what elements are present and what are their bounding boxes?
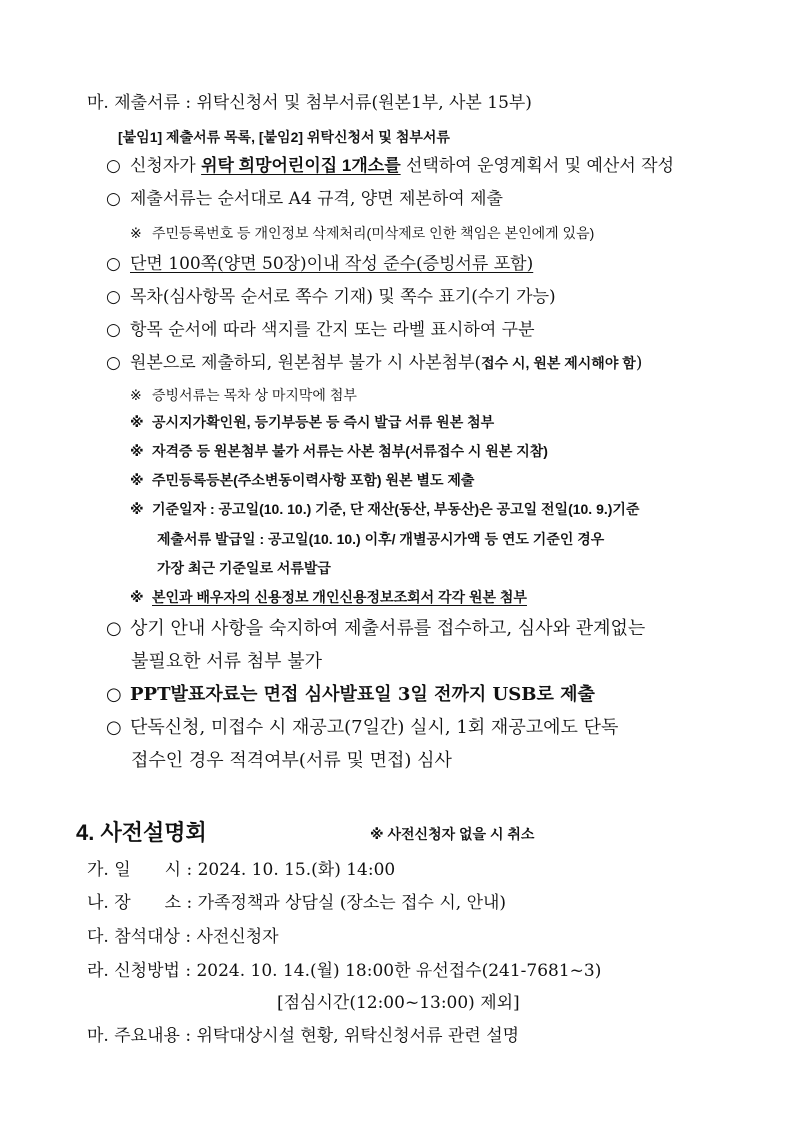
emphasis-present-original: 접수 시, 원본 제시해야 함 [481,355,636,371]
note-credit-report: ※ 본인과 배우자의 신용정보 개인신용정보조회서 각각 원본 첨부 [130,586,527,608]
circle-bullet-icon: ○ [106,156,121,176]
briefing-location: 나. 장 소 : 가족정책과 상담실 (장소는 접수 시, 안내) [87,893,507,913]
note-personal-info: ※ 주민등록번호 등 개인정보 삭제처리(미삭제로 인한 책임은 본인에게 있음) [130,222,594,244]
note-resident-registration: ※ 주민등록등본(주소변동이력사항 포함) 원본 별도 제출 [130,469,474,491]
bullet-no-unrelated-docs-line2: 불필요한 서류 첨부 불가 [131,651,323,672]
briefing-datetime: 가. 일 시 : 2024. 10. 15.(화) 14:00 [87,860,396,880]
reference-mark-icon: ※ [130,225,142,241]
briefing-application-method: 라. 신청방법 : 2024. 10. 14.(월) 18:00한 유선접수(241-7681~3) [87,961,602,981]
submission-documents-title: 마. 제출서류 : 위탁신청서 및 첨부서류(원본1부, 사본 15부) [87,93,532,113]
briefing-attendees: 다. 참석대상 : 사전신청자 [87,927,279,947]
bullet-a4-binding: ○ 제출서류는 순서대로 A4 규격, 양면 제본하여 제출 [106,189,503,209]
bullet-re-announcement: ○ 단독신청, 미접수 시 재공고(7일간) 실시, 1회 재공고에도 단독 [106,717,619,738]
reference-mark-icon: ※ [130,472,144,488]
note-reference-date-line3: 가장 최근 기준일로 서류발급 [157,560,331,576]
bullet-re-announcement-line2: 접수인 경우 적격여부(서류 및 면접) 심사 [131,750,452,771]
note-reference-date-line2: 제출서류 발급일 : 공고일(10. 10.) 이후/ 개별공시가액 등 연도 기준인 경우 [157,531,605,547]
briefing-cancel-note: ※ 사전신청자 없을 시 취소 [370,826,535,842]
bullet-table-of-contents: ○ 목차(심사항목 순서로 쪽수 기재) 및 쪽수 표기(수기 가능) [106,287,556,307]
emphasis-one-facility: 위탁 희망어린이집 1개소를 [201,156,401,175]
circle-bullet-icon: ○ [106,189,121,209]
briefing-main-content: 마. 주요내용 : 위탁대상시설 현황, 위탁신청서류 관련 설명 [87,1026,520,1046]
bullet-color-divider: ○ 항목 순서에 따라 색지를 간지 또는 라벨 표시하여 구분 [106,320,535,340]
bullet-no-unrelated-docs: ○ 상기 안내 사항을 숙지하여 제출서류를 접수하고, 심사와 관계없는 [106,618,646,639]
bullet-original-submission: ○ 원본으로 제출하되, 원본첨부 불가 시 사본첨부(접수 시, 원본 제시해야 함) [106,353,643,373]
circle-bullet-icon: ○ [106,717,122,738]
circle-bullet-icon: ○ [106,254,121,274]
bullet-select-facility: ○ 신청자가 위탁 희망어린이집 1개소를 선택하여 운영계획서 및 예산서 작성 [106,156,674,176]
reference-mark-icon: ※ [130,589,144,605]
note-certificate-copy: ※ 자격증 등 원본첨부 불가 서류는 사본 첨부(서류접수 시 원본 지참) [130,440,548,462]
circle-bullet-icon: ○ [106,353,121,373]
reference-mark-icon: ※ [130,414,144,430]
circle-bullet-icon: ○ [106,684,122,705]
circle-bullet-icon: ○ [106,287,121,307]
bullet-ppt-submission: ○ PPT발표자료는 면접 심사발표일 3일 전까지 USB로 제출 [106,684,595,705]
bullet-page-limit: ○ 단면 100쪽(양면 50장)이내 작성 준수(증빙서류 포함) [106,254,534,274]
briefing-lunch-exclusion: [점심시간(12:00~13:00) 제외] [277,993,520,1013]
note-land-price-original: ※ 공시지가확인원, 등기부등본 등 즉시 발급 서류 원본 첨부 [130,411,494,433]
circle-bullet-icon: ○ [106,320,121,340]
attachment-note: [붙임1] 제출서류 목록, [붙임2] 위탁신청서 및 첨부서류 [118,129,450,145]
reference-mark-icon: ※ [130,501,144,517]
note-reference-date: ※ 기준일자 : 공고일(10. 10.) 기준, 단 재산(동산, 부동산)은 공고일 전일(10. 9.)기준 [130,498,639,520]
reference-mark-icon: ※ [130,443,144,459]
note-evidence-last: ※ 증빙서류는 목차 상 마지막에 첨부 [130,384,357,406]
reference-mark-icon: ※ [130,387,142,403]
circle-bullet-icon: ○ [106,618,122,639]
section-heading-briefing: 4. 사전설명회 [76,820,207,845]
